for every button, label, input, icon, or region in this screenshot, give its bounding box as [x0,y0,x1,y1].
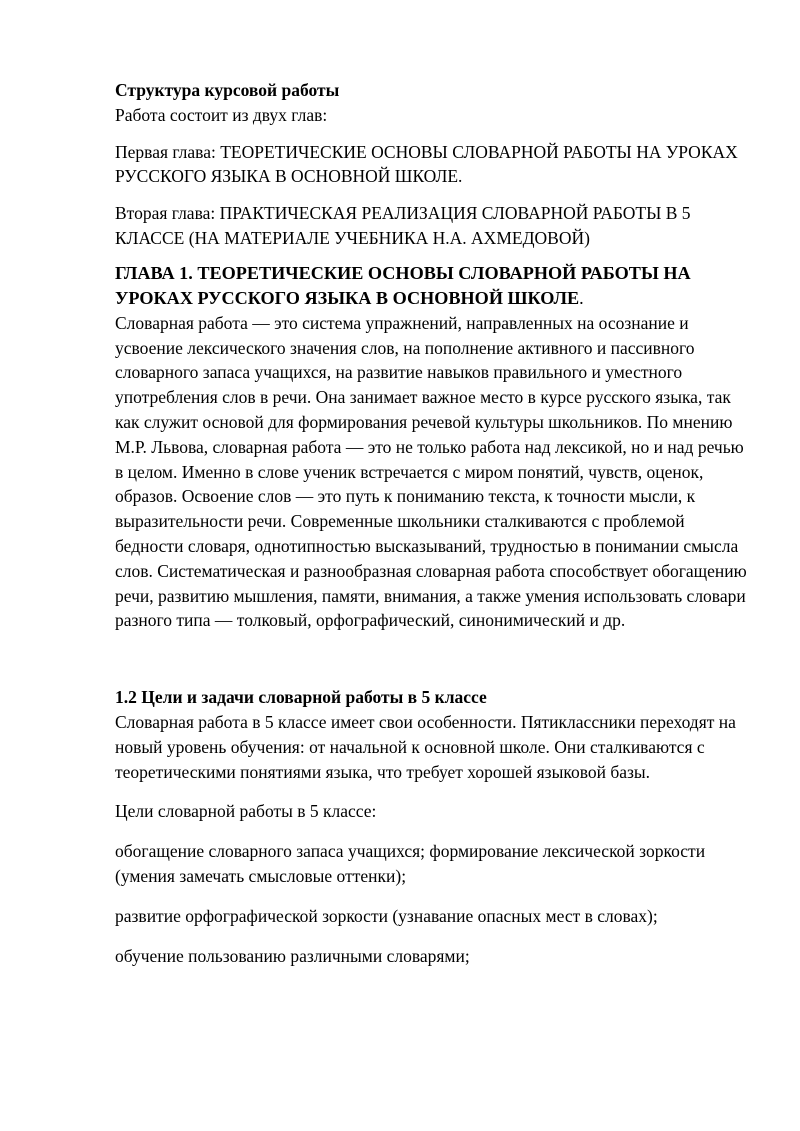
goals-intro: Цели словарной работы в 5 классе: [115,801,377,822]
structure-intro: Работа состоит из двух глав: [115,104,328,125]
goal-item: развитие орфографической зоркости (узнавание опасных мест в словах); [115,905,658,926]
chapter-one-paragraph: Словарная работа — это система упражнений, направленных на осознание и усвоение лексического значения слов, на пополнение активного и пассивного словарного запаса учащихся, на развитие навыков правильного и уместного употребления слов в речи. Она занимает важное место в курсе русского языка, так как служит основой для формирования речевой культуры школьников. По мнению М.Р. Львова, словарная работа — это не только работа над лексикой, но и над речью в целом. Именно в слове ученик встречается с миром понятий, чувств, оценок, образов. Освоение слов — это путь к пониманию текста, к точности мысли, к выразительности речи. Современные школьники сталкиваются с проблемой бедности словаря, однотипностью высказываний, трудностью в понимании смысла слов. Систематическая и разнообразная словарная работа способствует обогащению речи, развитию мышления, памяти, внимания, а также умения использовать словари разного типа — толковый, орфографический, синонимический и др. [115,312,747,631]
section-1-2-paragraph: Словарная работа в 5 классе имеет свои особенности. Пятиклассники переходят на новый уровень обучения: от начальной к основной школе. Они сталкиваются с теоретическими понятиями языка, что требует хорошей языковой базы. [115,711,736,782]
chapter-one-heading [115,261,755,311]
structure-chapter-two: Вторая глава: ПРАКТИЧЕСКАЯ РЕАЛИЗАЦИЯ СЛОВАРНОЙ РАБОТЫ В 5 КЛАССЕ (НА МАТЕРИАЛЕ УЧЕБНИКА Н.А. АХМЕДОВОЙ) [115,203,691,248]
goal-item: обучение пользованию различными словарями; [115,945,470,966]
structure-chapter-one: Первая глава: ТЕОРЕТИЧЕСКИЕ ОСНОВЫ СЛОВАРНОЙ РАБОТЫ НА УРОКАХ РУССКОГО ЯЗЫКА В ОСНОВНОЙ ШКОЛЕ. [115,141,738,187]
section-1-2-heading: 1.2 Цели и задачи словарной работы в 5 классе [115,687,487,708]
document-page [115,78,755,968]
chapter-one-heading-text: ГЛАВА 1. ТЕОРЕТИЧЕСКИЕ ОСНОВЫ СЛОВАРНОЙ РАБОТЫ НА УРОКАХ РУССКОГО ЯЗЫКА В ОСНОВНОЙ ШКОЛЕ [115,262,691,308]
chapter-one-heading-end: . [579,287,584,308]
structure-heading: Структура курсовой работы [115,80,340,100]
goal-item: обогащение словарного запаса учащихся; формирование лексической зоркости (умения замечать смысловые оттенки); [115,841,706,886]
